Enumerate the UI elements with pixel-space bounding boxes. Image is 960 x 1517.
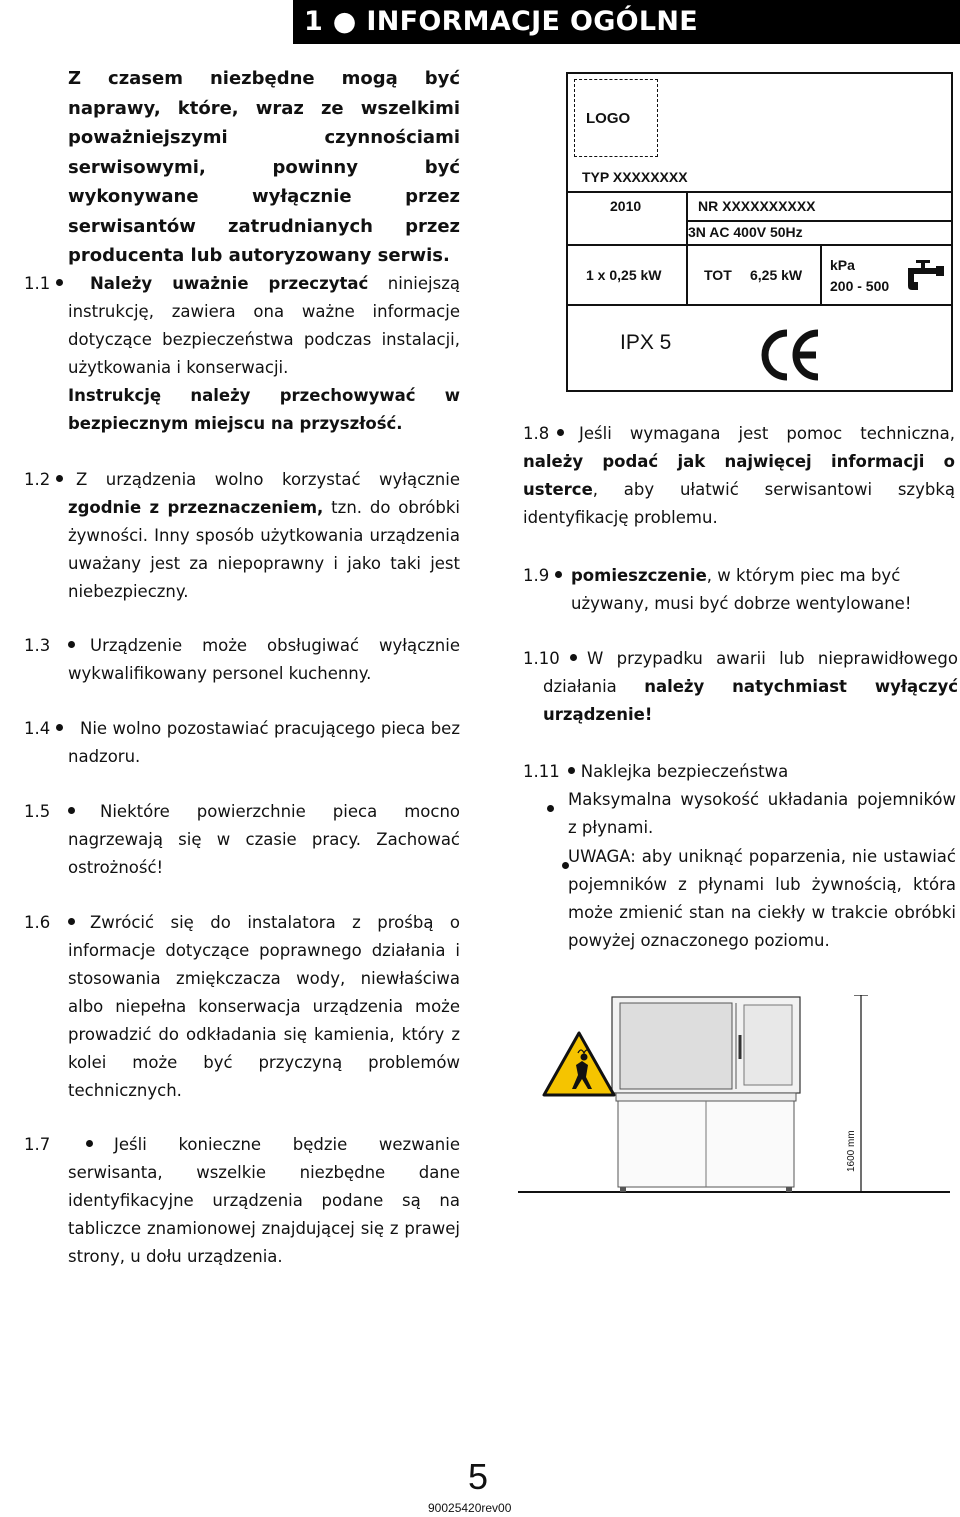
item-1-4: Nie wolno pozostawiać pracującego pieca bez nadzoru. xyxy=(68,719,460,766)
item-number: 1.6 xyxy=(24,909,81,937)
divider xyxy=(568,304,951,306)
item-1-10: W przypadku awarii lub nieprawidłowego działania należy natychmiast wyłączyć urządzenie! xyxy=(543,649,958,724)
sticker-bullet-2: UWAGA: aby uniknąć poparzenia, nie ustawiać pojemników z płynami lub żywnością, która może zmienić stan na ciekły w trakcie obróbki powyżej oznaczonego poziomu. xyxy=(568,847,956,950)
plate-ipx: IPX 5 xyxy=(620,331,672,354)
plate-motor: 1 x 0,25 kW xyxy=(586,267,662,283)
divider xyxy=(568,244,951,246)
plate-year: 2010 xyxy=(610,198,642,214)
item-number: 1.2 xyxy=(24,466,69,494)
item-number: 1.3 xyxy=(24,632,81,660)
item-1-2: Z urządzenia wolno korzystać wyłącznie zgodnie z przeznaczeniem, tzn. do obróbki żywności. Inny sposób użytkowania urządzenia uważany jest za niepoprawny i jako taki jest niebezpieczny. xyxy=(68,470,460,601)
plate-pressure: 200 - 500 xyxy=(830,278,890,294)
bullet-icon xyxy=(56,475,63,482)
item-number: 1.8 xyxy=(523,420,570,448)
plate-power-supply: 3N AC 400V 50Hz xyxy=(688,224,803,240)
divider xyxy=(686,244,688,304)
document-code: 90025420rev00 xyxy=(428,1501,512,1515)
item-1-8: Jeśli wymagana jest pomoc techniczna, należy podać jak najwięcej informacji o usterce, aby ułatwić serwisantowi szybką identyfikację problemu. xyxy=(523,424,955,527)
logo-text: LOGO xyxy=(586,110,631,127)
item-number: 1.4 xyxy=(24,715,69,743)
oven-stand-figure xyxy=(516,995,952,1200)
water-tap-icon xyxy=(908,260,948,300)
plate-serial: NR XXXXXXXXXX xyxy=(698,198,816,214)
divider xyxy=(568,191,951,193)
height-label-box xyxy=(846,1112,866,1172)
item-1-7: Jeśli konieczne będzie wezwanie serwisanta, wszelkie niezbędne dane identyfikacyjne urządzenia podane są na tabliczce znamionowej znajdującej się z prawej strony, u dołu urządzenia. xyxy=(68,1135,460,1266)
item-1-1: Należy uważnie przeczytać niniejszą instrukcję, zawiera ona ważne informacje dotyczące bezpieczeństwa podczas instalacji, użytkowania i konserwacji. Instrukcję należy przechowywać w bezpiecznym miejscu na przyszłość. xyxy=(68,274,460,433)
item-number: 1.5 xyxy=(24,798,81,826)
intro-paragraph: Z czasem niezbędne mogą być naprawy, które, wraz ze wszelkimi poważniejszymi czynnościami serwisowymi, powinny być wykonywane wyłącznie przez serwisantów zatrudnianych przez producenta lub autoryzowany serwis. xyxy=(68,68,460,266)
item-1-5: Niektóre powierzchnie pieca mocno nagrzewają się w czasie pracy. Zachować ostrożność! xyxy=(68,802,460,877)
item-1-6: Zwrócić się do instalatora z prośbą o informacje dotyczące poprawnego działania i stosowania zmiękczacza wody, niewłaściwa albo niepełna konserwacja urządzenia może prowadzić do odkładania się kamienia, który z kolei może być przyczyną problemów technicznych. xyxy=(68,913,460,1100)
item-number: 1.1 xyxy=(24,270,69,298)
plate-kpa-label: kPa xyxy=(830,257,855,273)
item-1-3: Urządzenie może obsługiwać wyłącznie wykwalifikowany personel kuchenny. xyxy=(68,636,460,683)
divider xyxy=(820,244,822,304)
page-number: 5 xyxy=(468,1456,489,1497)
ce-mark-icon xyxy=(760,329,822,381)
divider xyxy=(686,220,951,222)
bullet-icon xyxy=(568,767,575,774)
bullet-icon xyxy=(555,571,562,578)
plate-type: TYP XXXXXXXX xyxy=(582,169,688,185)
item-1-9: pomieszczenie, w którym piec ma być używany, musi być dobrze wentylowane! xyxy=(571,566,912,613)
height-label: 1600 mm xyxy=(846,1130,857,1172)
page-title: 1 ● INFORMACJE OGÓLNE xyxy=(304,6,699,37)
item-number: 1.7 xyxy=(24,1131,99,1159)
plate-tot-value: 6,25 kW xyxy=(750,267,803,283)
bullet-icon xyxy=(547,805,554,812)
bullet-icon xyxy=(56,279,63,286)
rating-plate xyxy=(566,72,953,392)
item-number: 1.9 xyxy=(523,562,568,590)
bullet-icon xyxy=(56,724,63,731)
sticker-bullet-1: Maksymalna wysokość układania pojemników z płynami. xyxy=(568,790,956,837)
item-number: 1.11 Naklejka bezpieczeństwa xyxy=(523,762,789,781)
plate-tot-label: TOT xyxy=(704,267,732,283)
item-number: 1.10 xyxy=(523,645,583,673)
